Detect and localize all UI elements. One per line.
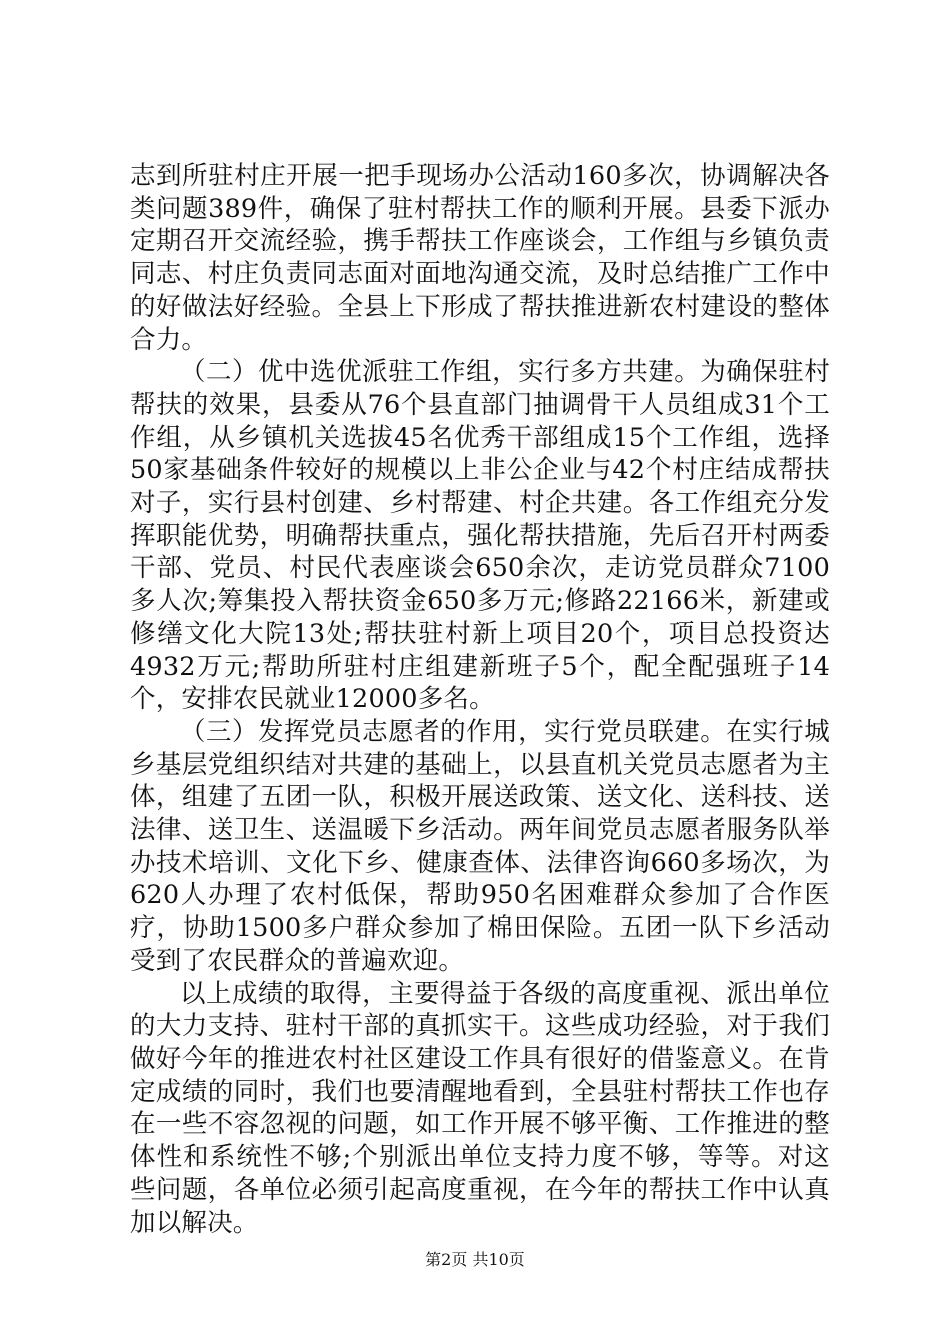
paragraph-section-three: （三）发挥党员志愿者的作用，实行党员联建。在实行城乡基层党组织结对共建的基础上，以县直机关党员志愿者为主体，组建了五团一队，积极开展送政策、送文化、送科技、送法律、送卫生、送温暖下乡活动。两年间党员志愿者服务队举办技术培训、文化下乡、健康查体、法律咨询660多场次，为620人办理了农村低保，帮助950名困难群众参加了合作医疗，协助1500多户群众参加了棉田保险。五团一队下乡活动受到了农民群众的普遍欢迎。 [130, 716, 830, 976]
page-number-footer: 第2页 共10页 [425, 1250, 525, 1269]
paragraph-continuation: 志到所驻村庄开展一把手现场办公活动160多次，协调解决各类问题389件，确保了驻村帮扶工作的顺利开展。县委下派办定期召开交流经验，携手帮扶工作座谈会，工作组与乡镇负责同志、村庄负责同志面对面地沟通交流，及时总结推广工作中的好做法好经验。全县上下形成了帮扶推进新农村建设的整体合力。 [130, 161, 830, 355]
paragraph-section-two: （二）优中选优派驻工作组，实行多方共建。为确保驻村帮扶的效果，县委从76个县直部门抽调骨干人员组成31个工作组，从乡镇机关选拔45名优秀干部组成15个工作组，选择50家基础条件较好的规模以上非公企业与42个村庄结成帮扶对子，实行县村创建、乡村帮建、村企共建。各工作组充分发挥职能优势，明确帮扶重点，强化帮扶措施，先后召开村两委干部、党员、村民代表座谈会650余次，走访党员群众7100多人次;筹集投入帮扶资金650多万元;修路22166米，新建或修缮文化大院13处;帮扶驻村新上项目20个，项目总投资达4932万元;帮助所驻村庄组建新班子5个，配全配强班子14个，安排农民就业12000多名。 [130, 357, 830, 715]
document-body [130, 160, 830, 1239]
paragraph-summary: 以上成绩的取得，主要得益于各级的高度重视、派出单位的大力支持、驻村干部的真抓实干。这些成功经验，对于我们做好今年的推进农村社区建设工作具有很好的借鉴意义。在肯定成绩的同时，我们也要清醒地看到，全县驻村帮扶工作也存在一些不容忽视的问题，如工作开展不够平衡、工作推进的整体性和系统性不够;个别派出单位支持力度不够，等等。对这些问题，各单位必须引起高度重视，在今年的帮扶工作中认真加以解决。 [130, 978, 830, 1238]
